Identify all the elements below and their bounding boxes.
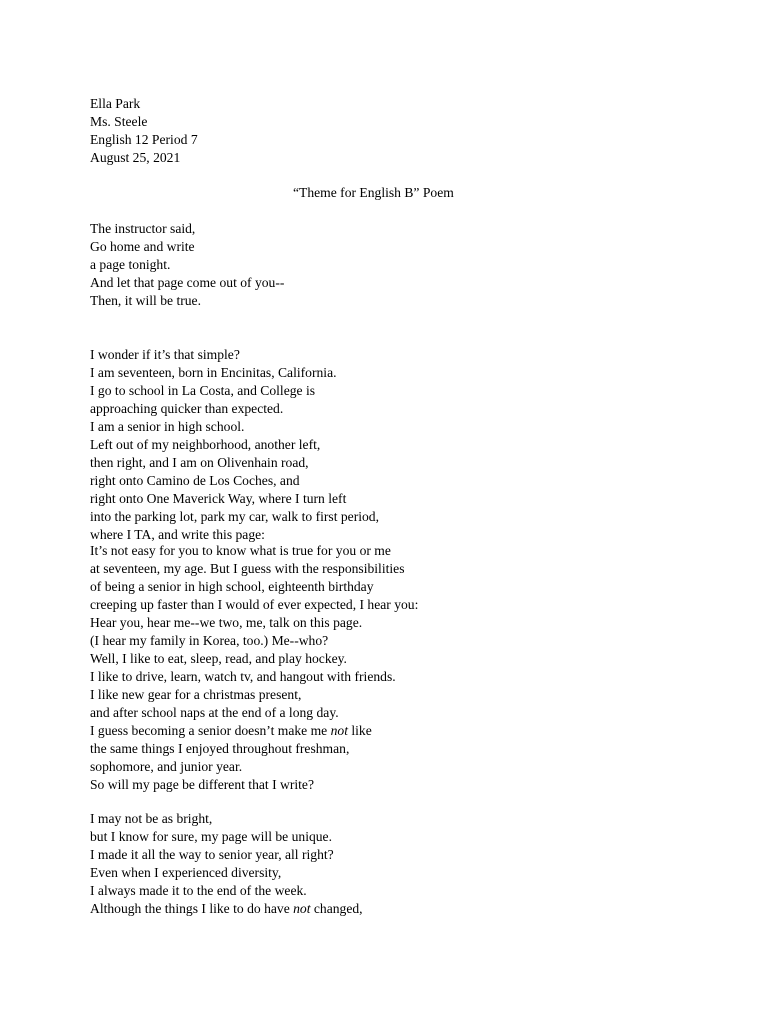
poem-line: but I know for sure, my page will be unique. — [90, 829, 332, 844]
poem-title: “Theme for English B” Poem — [293, 185, 454, 200]
stanza-2 — [90, 346, 379, 544]
poem-line: I like new gear for a christmas present, — [90, 687, 302, 702]
poem-line-text: Although the things I like to do have — [90, 901, 294, 916]
class-period: English 12 Period 7 — [90, 132, 198, 147]
poem-line: It’s not easy for you to know what is true for you or me — [90, 543, 391, 558]
poem-line-text: like — [347, 723, 372, 738]
poem-line: at seventeen, my age. But I guess with the responsibilities — [90, 561, 405, 576]
emphasized-word: not — [293, 901, 311, 916]
poem-line: I may not be as bright, — [90, 811, 213, 826]
poem-line: I am a senior in high school. — [90, 419, 245, 434]
poem-line: Then, it will be true. — [90, 293, 201, 308]
student-name: Ella Park — [90, 96, 141, 111]
poem-line: a page tonight. — [90, 257, 171, 272]
poem-line: I like to drive, learn, watch tv, and hangout with friends. — [90, 669, 396, 684]
poem-line: then right, and I am on Olivenhain road, — [90, 455, 309, 470]
poem-line: Hear you, hear me--we two, me, talk on this page. — [90, 615, 363, 630]
emphasized-word: not — [330, 723, 348, 738]
teacher-name: Ms. Steele — [90, 114, 148, 129]
poem-line: I made it all the way to senior year, all right? — [90, 847, 334, 862]
poem-line: So will my page be different that I write? — [90, 777, 314, 792]
poem-line: approaching quicker than expected. — [90, 401, 284, 416]
poem-line: Go home and write — [90, 239, 195, 254]
poem-line-text: I guess becoming a senior doesn’t make me — [90, 723, 331, 738]
poem-line: And let that page come out of you-- — [90, 275, 285, 290]
poem-line: and after school naps at the end of a long day. — [90, 705, 339, 720]
poem-line-text: changed, — [310, 901, 363, 916]
poem-line: Left out of my neighborhood, another left, — [90, 437, 321, 452]
stanza-3 — [90, 542, 418, 794]
poem-line: into the parking lot, park my car, walk to first period, — [90, 509, 380, 524]
poem-line: of being a senior in high school, eighteenth birthday — [90, 579, 374, 594]
stanza-1 — [90, 220, 284, 310]
poem-line: (I hear my family in Korea, too.) Me--who? — [90, 633, 329, 648]
poem-line: right onto One Maverick Way, where I turn left — [90, 491, 347, 506]
date: August 25, 2021 — [90, 150, 181, 165]
poem-line: The instructor said, — [90, 221, 196, 236]
poem-line: the same things I enjoyed throughout freshman, — [90, 741, 350, 756]
heading-block — [90, 95, 198, 167]
stanza-4 — [90, 810, 363, 918]
poem-line: Well, I like to eat, sleep, read, and play hockey. — [90, 651, 347, 666]
poem-line: I go to school in La Costa, and College is — [90, 383, 316, 398]
poem-line: right onto Camino de Los Coches, and — [90, 473, 300, 488]
poem-line: creeping up faster than I would of ever expected, I hear you: — [90, 597, 419, 612]
poem-line: where I TA, and write this page: — [90, 527, 265, 542]
poem-line: Even when I experienced diversity, — [90, 865, 282, 880]
poem-line: I wonder if it’s that simple? — [90, 347, 240, 362]
poem-line — [90, 900, 363, 918]
poem-line — [90, 722, 418, 740]
poem-line: I always made it to the end of the week. — [90, 883, 307, 898]
poem-line: sophomore, and junior year. — [90, 759, 243, 774]
poem-line: I am seventeen, born in Encinitas, California. — [90, 365, 337, 380]
